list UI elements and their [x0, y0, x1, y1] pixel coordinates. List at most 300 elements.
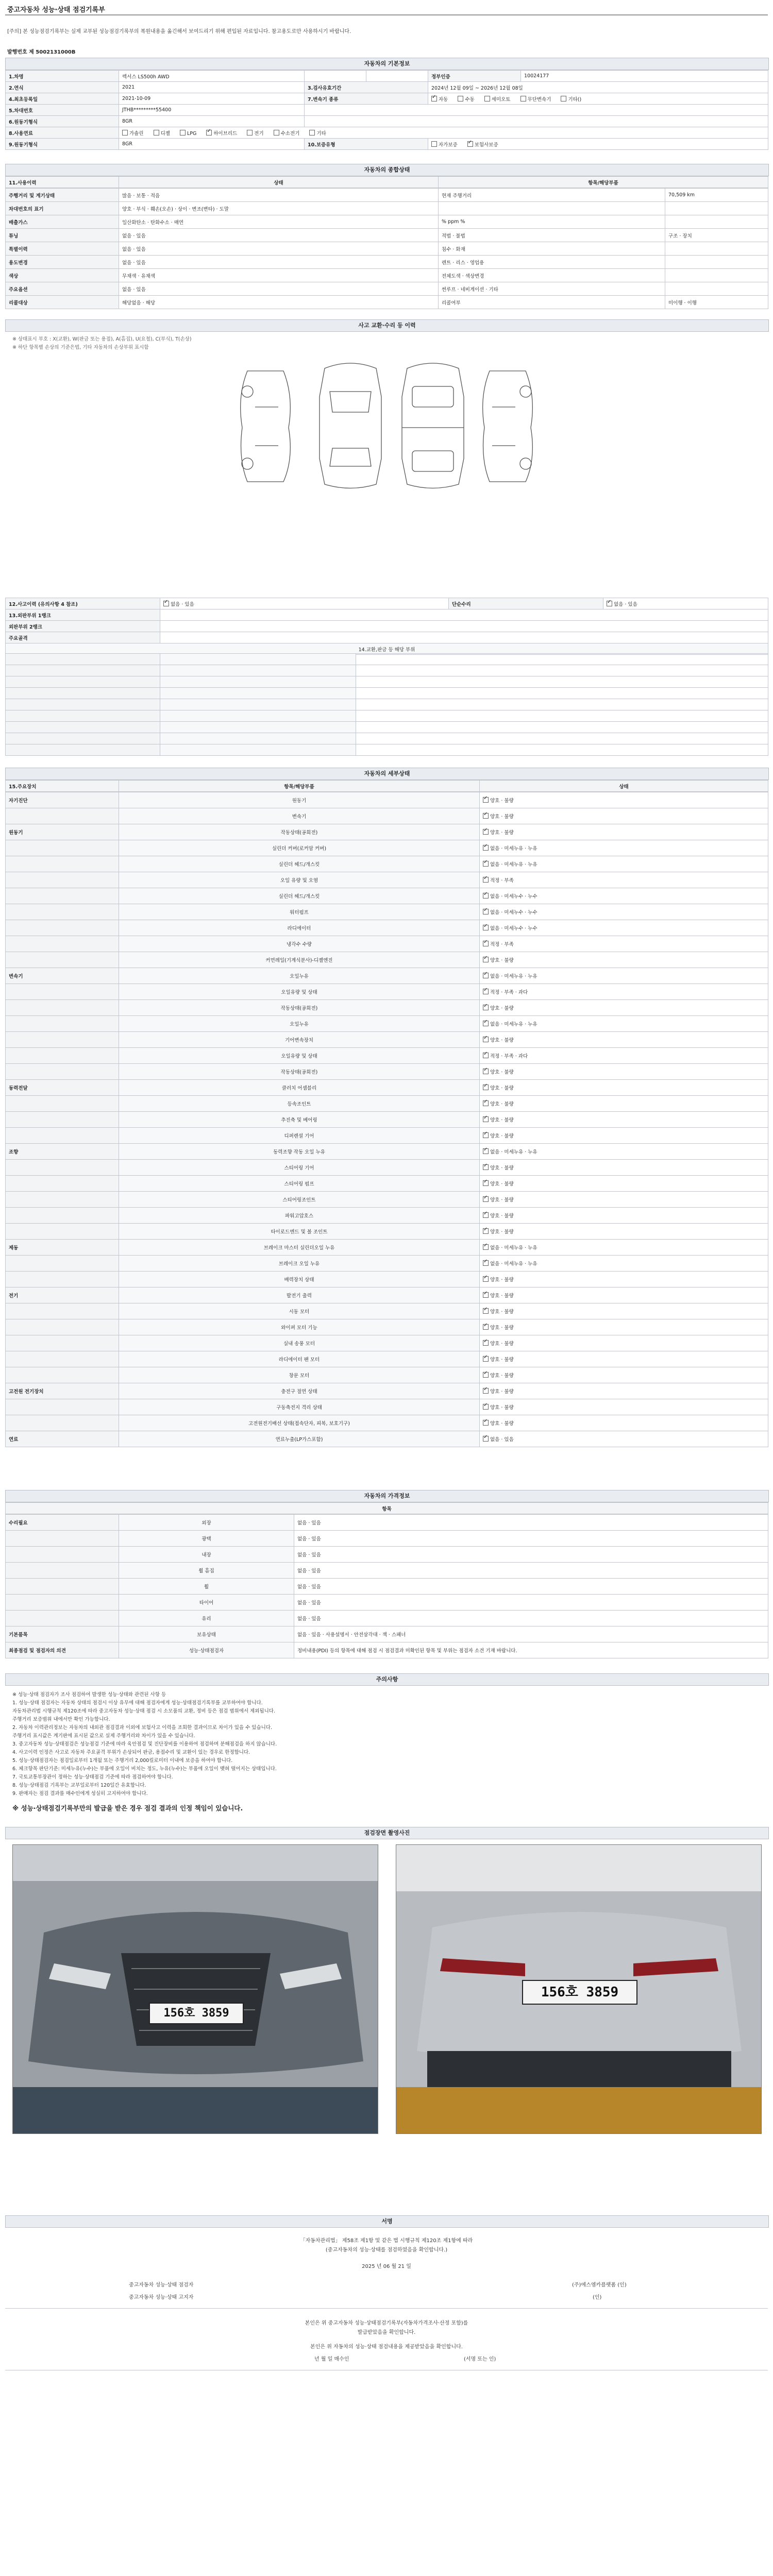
detail-state: ✓ 양호 · 불량	[480, 1000, 768, 1016]
table-row	[6, 256, 768, 269]
accident-history-value: ✓ 없음 · 있음	[160, 598, 449, 609]
table-row	[6, 1016, 768, 1032]
detail-state: ✓ 양호 · 불량	[480, 1335, 768, 1351]
detail-item: 실린더 헤드/개스킷	[119, 888, 480, 904]
detail-state-checkbox[interactable]	[483, 925, 489, 930]
detail-state-checkbox[interactable]	[483, 1308, 489, 1314]
detail-item: 오일 유량 및 오염	[119, 872, 480, 888]
section-sign: 서명	[5, 2215, 769, 2228]
detail-state-checkbox[interactable]	[483, 1324, 489, 1330]
fuel-diesel-checkbox[interactable]	[154, 130, 159, 135]
overall-row-item: % ppm %	[439, 215, 665, 229]
fuel-gasoline-checkbox[interactable]	[122, 130, 128, 135]
part-group-label	[6, 710, 160, 722]
detail-state-checkbox[interactable]	[483, 893, 489, 899]
receipt-1: 본인은 위 중고자동차 성능·상태점검기록부(자동차가격조사·산정 포함)를	[305, 2320, 468, 2326]
frame-value	[160, 632, 768, 643]
detail-item: 스티어링조인트	[119, 1192, 480, 1208]
price-item: 외장	[119, 1515, 294, 1531]
detail-item: 구동축전지 격리 상태	[119, 1399, 480, 1415]
inspection-validity-label: 3.검사유효기간	[305, 82, 428, 93]
overall-col-state: 상태	[119, 177, 439, 188]
note-line: 주행거리 표시값은 계기판에 표시된 값으로 실제 주행거리와 차이가 있을 수 있습니다.	[12, 1733, 195, 1739]
detail-state-checkbox[interactable]	[483, 1436, 489, 1442]
detail-state-checkbox[interactable]	[483, 1148, 489, 1154]
detail-state: ✓ 없음 · 미세누수 · 누수	[480, 888, 768, 904]
simple-repair-value: ✓ 없음 · 있음	[603, 598, 768, 609]
detail-state: ✓ 양호 · 불량	[480, 1303, 768, 1319]
detail-state-checkbox[interactable]	[483, 1116, 489, 1122]
detail-item: 기어변속장치	[119, 1032, 480, 1048]
detail-state: ✓ 없음 · 미세누유 · 누유	[480, 1256, 768, 1272]
detail-device: 제동	[6, 1240, 119, 1256]
cert-number-line	[7, 47, 75, 55]
detail-state: ✓ 양호 · 불량	[480, 1128, 768, 1144]
engine-model-value: 8GR	[119, 139, 305, 150]
warranty-label: 10.보증유형	[305, 139, 428, 150]
part-checkboxes	[356, 710, 768, 722]
detail-state-checkbox[interactable]	[483, 1372, 489, 1378]
inspector-value: (주)에스엠카플랫폼 (인)	[572, 2282, 627, 2288]
table-row	[6, 71, 768, 82]
detail-state: ✓ 없음 · 미세누유 · 누유	[480, 1144, 768, 1160]
table-row	[6, 215, 768, 229]
detail-item: 실린더 커버(로커암 커버)	[119, 840, 480, 856]
detail-item: 타이로드엔드 및 볼 조인트	[119, 1224, 480, 1240]
detail-state-checkbox[interactable]	[483, 1388, 489, 1394]
price-header-table	[5, 1502, 768, 1514]
price-item: 타이어	[119, 1595, 294, 1611]
table-row	[6, 1547, 768, 1563]
detail-item: 실내 송풍 모터	[119, 1335, 480, 1351]
detail-state-checkbox[interactable]	[483, 845, 489, 851]
overall-row-value	[665, 202, 768, 215]
notes-warning: ※ 성능·상태점검기록부만의 발급을 받은 경우 점검 결과의 인정 책임이 있습니다.	[12, 1804, 243, 1812]
overall-row-value: 70,509 km	[665, 189, 768, 202]
part-checkboxes	[356, 665, 768, 676]
detail-state-checkbox[interactable]	[483, 1276, 489, 1282]
damage-legend-2: ※ 하단 항목별 손상의 기준은법, 기타 자동차의 손상부위 표시함	[12, 345, 149, 350]
detail-state: ✓ 양호 · 불량	[480, 1367, 768, 1383]
warranty-self-checkbox[interactable]	[431, 141, 437, 147]
price-group: 기본품목	[6, 1626, 119, 1642]
overall-row-value	[665, 215, 768, 229]
warranty-insurer-checkbox[interactable]	[467, 141, 473, 147]
detail-state-checkbox[interactable]	[483, 861, 489, 867]
table-row	[6, 808, 768, 824]
detail-item: 충전구 절연 상태	[119, 1383, 480, 1399]
detail-device: 원동기	[6, 824, 119, 840]
detail-state: ✓ 적정 · 부족	[480, 872, 768, 888]
detail-state-checkbox[interactable]	[483, 877, 489, 883]
detail-item: 디퍼렌셜 기어	[119, 1128, 480, 1144]
part-rank-label	[160, 688, 356, 699]
detail-item: 연료누출(LP가스포함)	[119, 1431, 480, 1447]
part-rank-label	[160, 722, 356, 733]
part-rank-label	[160, 744, 356, 756]
part-checkboxes	[356, 733, 768, 744]
detail-device	[6, 872, 119, 888]
detail-item: 브레이크 오일 누유	[119, 1256, 480, 1272]
table-row	[6, 229, 768, 242]
fuel-electric-checkbox[interactable]	[247, 130, 253, 135]
table-row	[6, 904, 768, 920]
cert-id-value: 10024177	[521, 71, 768, 82]
detail-state-checkbox[interactable]	[483, 1228, 489, 1234]
detail-device	[6, 1064, 119, 1080]
table-row	[6, 676, 768, 688]
price-state: 없음 · 있음	[294, 1515, 768, 1531]
outer-rank2-value	[160, 621, 768, 632]
detail-state-checkbox[interactable]	[483, 1164, 489, 1170]
overall-row-state: 많음 · 보통 · 적음	[119, 189, 439, 202]
report-title: 중고자동차 성능·상태 점검기록부	[7, 6, 105, 14]
cert-label: 발행번호 제	[7, 49, 34, 55]
part-checkboxes	[356, 676, 768, 688]
detail-device	[6, 1319, 119, 1335]
table-row	[6, 856, 768, 872]
detail-state: ✓ 없음 · 있음	[480, 1431, 768, 1447]
price-state: 없음 · 있음 · 사용설명서 · 안전삼각대 · 잭 · 스패너	[294, 1626, 768, 1642]
detail-device	[6, 1032, 119, 1048]
table-row	[6, 1112, 768, 1128]
price-state: 정비내용(PDI) 등의 항목에 대해 점검 시 점검결과 미확인된 항목 및 부위는 점검자 소견 기재 바랍니다.	[294, 1642, 768, 1658]
part-group-label	[6, 665, 160, 676]
detail-state-checkbox[interactable]	[483, 1180, 489, 1186]
overall-row-state: 없음 · 있음	[119, 242, 439, 256]
detail-state: ✓ 적정 · 부족 · 과다	[480, 1048, 768, 1064]
part-group-label	[6, 676, 160, 688]
title-divider	[5, 14, 768, 15]
price-group	[6, 1579, 119, 1595]
table-row	[6, 1579, 768, 1595]
table-row	[6, 733, 768, 744]
detail-col-device: 15.주요장치	[6, 781, 119, 792]
table-row	[6, 1080, 768, 1096]
transmission-cvt-checkbox[interactable]	[520, 96, 526, 101]
receipt-2: 발급받았음을 확인합니다.	[357, 2330, 416, 2335]
detail-device	[6, 952, 119, 968]
table-row	[6, 1192, 768, 1208]
detail-device	[6, 1048, 119, 1064]
overall-row-value	[665, 269, 768, 282]
detail-device	[6, 1256, 119, 1272]
detail-state-checkbox[interactable]	[483, 1420, 489, 1426]
table-row	[6, 1383, 768, 1399]
damage-legend-1: ※ 상태표시 부호 : X(교환), W(판금 또는 용접), A(흠집), U(요철), C(부식), T(손상)	[12, 336, 192, 342]
detail-state-checkbox[interactable]	[483, 1260, 489, 1266]
table-row	[6, 824, 768, 840]
part-group-label	[6, 654, 160, 665]
overall-row-value	[665, 242, 768, 256]
detail-item: 라디에이터 팬 모터	[119, 1351, 480, 1367]
detail-item: 추진축 및 베어링	[119, 1112, 480, 1128]
price-item: 휠	[119, 1579, 294, 1595]
detail-state: ✓ 양호 · 불량	[480, 1032, 768, 1048]
part-checkboxes	[356, 699, 768, 710]
overall-row-label: 용도변경	[6, 256, 119, 269]
model-year-label: 2.연식	[6, 82, 119, 93]
table-row	[6, 1176, 768, 1192]
detail-item: 작동상태(공회전)	[119, 1000, 480, 1016]
table-row	[6, 1000, 768, 1016]
sign-divider	[5, 2308, 768, 2309]
detail-device	[6, 1112, 119, 1128]
table-row	[6, 1595, 768, 1611]
detail-state: ✓ 없음 · 미세누유 · 누유	[480, 968, 768, 984]
overall-row-item: 침수 · 화재	[439, 242, 665, 256]
table-row	[6, 269, 768, 282]
overall-row-value: 미이행 · 이행	[665, 296, 768, 309]
detail-device: 고전원 전기장치	[6, 1383, 119, 1399]
detail-device: 조향	[6, 1144, 119, 1160]
detail-state-checkbox[interactable]	[483, 1021, 489, 1026]
detail-state-checkbox[interactable]	[483, 1132, 489, 1138]
fuel-hybrid-checkbox[interactable]	[206, 130, 212, 135]
detail-state: ✓ 없음 · 미세누유 · 누유	[480, 1240, 768, 1256]
table-row	[6, 177, 768, 188]
transmission-manual-checkbox[interactable]	[458, 96, 463, 101]
section-overall: 자동차의 종합상태	[5, 164, 769, 176]
detail-item: 고전원전기배선 상태(접속단자, 피복, 보호기구)	[119, 1415, 480, 1431]
part-checkboxes	[356, 654, 768, 665]
table-row	[6, 872, 768, 888]
detail-state: ✓ 적정 · 부족 · 과다	[480, 984, 768, 1000]
detail-device	[6, 1016, 119, 1032]
receipt-3: 본인은 위 자동차의 성능·상태 점검내용을 제공받았음을 확인합니다.	[310, 2344, 463, 2350]
front-license-plate: 156호 3859	[149, 2003, 244, 2024]
transmission-semi-checkbox[interactable]	[484, 96, 490, 101]
part-rank-label	[160, 699, 356, 710]
detail-device	[6, 1303, 119, 1319]
detail-state-checkbox[interactable]	[483, 1404, 489, 1410]
note-line: 2. 자동차 이력관리정보는 자동차의 내외관 점검결과 이외에 보험사고 이력을 조회한 결과이므로 차이가 있을 수 있습니다.	[12, 1725, 273, 1731]
detail-device	[6, 1224, 119, 1240]
table-row	[6, 1319, 768, 1335]
detail-state-checkbox[interactable]	[483, 941, 489, 946]
detail-state-checkbox[interactable]	[483, 989, 489, 994]
table-row	[6, 1064, 768, 1080]
detail-header-table	[5, 780, 768, 792]
section-price: 자동차의 가격정보	[5, 1490, 769, 1502]
table-row	[6, 1415, 768, 1431]
detail-state: ✓ 양호 · 불량	[480, 1096, 768, 1112]
table-row	[6, 1287, 768, 1303]
note-line: 4. 사고이력 인정은 사고로 자동차 주요골격 부위가 손상되어 판금, 용접수리 및 교환이 있는 경우로 한정합니다.	[12, 1750, 250, 1755]
detail-state-checkbox[interactable]	[483, 1292, 489, 1298]
detail-state: ✓ 양호 · 불량	[480, 1351, 768, 1367]
part-rank-label	[160, 733, 356, 744]
detail-state-checkbox[interactable]	[483, 797, 489, 803]
transmission-other-checkbox[interactable]	[561, 96, 566, 101]
detail-device: 동력전달	[6, 1080, 119, 1096]
overall-row-item: 리콜여부	[439, 296, 665, 309]
table-row	[6, 242, 768, 256]
table-row	[6, 840, 768, 856]
detail-item: 라디에이터	[119, 920, 480, 936]
detail-item: 변속기	[119, 808, 480, 824]
detail-state-checkbox[interactable]	[483, 829, 489, 835]
accident-none-checkbox[interactable]	[163, 601, 169, 606]
table-row	[6, 888, 768, 904]
table-row	[6, 722, 768, 733]
fuel-lpg-checkbox[interactable]	[180, 130, 186, 135]
overall-status-table	[5, 176, 768, 188]
rear-photo	[396, 1844, 762, 2134]
detail-state: ✓ 양호 · 불량	[480, 1192, 768, 1208]
overall-row-value	[665, 256, 768, 269]
section-basic: 자동차의 기본정보	[5, 58, 769, 70]
part-rank-label	[160, 665, 356, 676]
table-row	[6, 1160, 768, 1176]
note-line: 7. 국토교통부장관이 정하는 성능·상태점검 기준에 따라 점검하여야 합니다.	[12, 1774, 173, 1780]
table-row	[6, 632, 768, 643]
detail-state-checkbox[interactable]	[483, 1196, 489, 1202]
price-item: 휠 흠집	[119, 1563, 294, 1579]
transmission-auto-checkbox[interactable]	[431, 96, 437, 101]
detail-state: ✓ 양호 · 불량	[480, 1080, 768, 1096]
detail-state-checkbox[interactable]	[483, 957, 489, 962]
detail-state-checkbox[interactable]	[483, 1212, 489, 1218]
cert-type-label: 정부인증	[428, 71, 521, 82]
detail-state: ✓ 양호 · 불량	[480, 1064, 768, 1080]
overall-row-label: 리콜대상	[6, 296, 119, 309]
accident-history-label: 12.사고이력 (유의사항 4 참조)	[6, 598, 160, 609]
price-item: 광택	[119, 1531, 294, 1547]
detail-state: ✓ 양호 · 불량	[480, 824, 768, 840]
detail-state-checkbox[interactable]	[483, 1069, 489, 1074]
overall-row-label: 배출가스	[6, 215, 119, 229]
fuel-hydrogen-checkbox[interactable]	[274, 130, 279, 135]
table-row	[6, 1224, 768, 1240]
table-row	[6, 1503, 768, 1514]
rear-license-plate: 156호 3859	[522, 1980, 637, 2005]
table-row	[6, 93, 768, 105]
table-row	[6, 139, 768, 150]
table-row	[6, 1367, 768, 1383]
detail-state-checkbox[interactable]	[483, 813, 489, 819]
detail-device	[6, 1208, 119, 1224]
price-group: 수리필요	[6, 1515, 119, 1531]
note-line: 주행거리 보증범위 내에서만 확인 가능합니다.	[12, 1717, 110, 1722]
detail-item: 등속조인트	[119, 1096, 480, 1112]
detail-device	[6, 1160, 119, 1176]
detail-state-checkbox[interactable]	[483, 1340, 489, 1346]
table-row	[6, 1563, 768, 1579]
note-line: 6. 체크항목 판단기준: 미세누유(누수)는 부품에 오일이 비치는 정도, 누유(누수)는 부품에 오일이 맺혀 떨어지는 상태입니다.	[12, 1766, 277, 1772]
note-line: 9. 판매자는 점검 결과를 매수인에게 성실히 고지하여야 합니다.	[12, 1791, 148, 1797]
notifier-label: 중고자동차 성능·상태 고지자	[129, 2295, 194, 2300]
overall-row-label: 색상	[6, 269, 119, 282]
table-row	[6, 282, 768, 296]
overall-row-item: 현재 주행거리	[439, 189, 665, 202]
table-row	[6, 920, 768, 936]
table-row	[6, 792, 768, 808]
detail-state-checkbox[interactable]	[483, 1244, 489, 1250]
overall-row-label: 특별이력	[6, 242, 119, 256]
detail-state: ✓ 양호 · 불량	[480, 792, 768, 808]
detail-state-checkbox[interactable]	[483, 1053, 489, 1058]
table-row	[6, 1032, 768, 1048]
detail-item: 오일유량 및 상태	[119, 984, 480, 1000]
detail-item: 파워고압호스	[119, 1208, 480, 1224]
detail-item: 창문 모터	[119, 1367, 480, 1383]
notice-text: [주의] 본 성능점검기록부는 실제 교부된 성능점검기록부의 복원내용을 옮긴해서 보여드리기 위해 편입된 자료입니다. 참고용도로만 사용하시기 바랍니다.	[7, 29, 351, 35]
overall-row-item	[439, 202, 665, 215]
note-line: 1. 성능·상태 점검자는 자동차 상태의 점검시 이상 유무에 대해 점검자에게 성능·상태점검기록부를 교부하여야 합니다.	[12, 1700, 263, 1706]
detail-state: ✓ 없음 · 미세누수 · 누수	[480, 904, 768, 920]
overall-col-usage: 11.사용이력	[6, 177, 119, 188]
sign-statement-1: 「자동차관리법」 제58조 제1항 및 같은 법 시행규칙 제120조 제1항에 따라	[300, 2238, 473, 2244]
detail-item: 오일누유	[119, 1016, 480, 1032]
table-row	[6, 952, 768, 968]
overall-row-state: 없음 · 있음	[119, 229, 439, 242]
price-state: 없음 · 있음	[294, 1531, 768, 1547]
detail-item: 원동기	[119, 792, 480, 808]
detail-col-item: 항목/해당부품	[119, 781, 480, 792]
cert-number: 5002131000B	[36, 49, 76, 55]
overall-row-item: 썬루프 · 네비게이션 · 기타	[439, 282, 665, 296]
detail-device	[6, 936, 119, 952]
detail-state-checkbox[interactable]	[483, 1356, 489, 1362]
warranty-options: 자가보증 ✓ 보험사보증	[428, 139, 768, 150]
first-reg-value: 2021-10-09	[119, 93, 305, 105]
overall-row-label: 차대번호의 표기	[6, 202, 119, 215]
vehicle-name-value: 렉서스 LS500h AWD	[119, 71, 305, 82]
detail-state-checkbox[interactable]	[483, 1084, 489, 1090]
detail-item: 작동상태(공회전)	[119, 1064, 480, 1080]
inspection-validity-value: 2024년 12월 09일 ~ 2026년 12월 08일	[428, 82, 768, 93]
detail-state-checkbox[interactable]	[483, 1100, 489, 1106]
detail-device	[6, 1351, 119, 1367]
table-row	[6, 1240, 768, 1256]
note-line: 3. 중고자동차 성능·상태점검은 성능점검 기준에 따라 육안점검 및 진단장비를 이용하여 점검하며 분해점검을 하지 않습니다.	[12, 1741, 277, 1747]
detail-item: 브레이크 마스터 실린더오일 누유	[119, 1240, 480, 1256]
detail-item: 실린더 헤드/개스킷	[119, 856, 480, 872]
table-row	[6, 116, 768, 127]
detail-item: 발전기 출력	[119, 1287, 480, 1303]
detail-device	[6, 1192, 119, 1208]
overall-row-state: 해당없음 · 해당	[119, 296, 439, 309]
table-row	[6, 189, 768, 202]
detail-state-checkbox[interactable]	[483, 973, 489, 978]
table-row	[6, 699, 768, 710]
price-group	[6, 1547, 119, 1563]
fuel-other-checkbox[interactable]	[309, 130, 315, 135]
price-item: 내장	[119, 1547, 294, 1563]
receipt-5: (서명 또는 인)	[464, 2357, 496, 2362]
detail-item: 커먼레일(기계식분사)-디젤엔진	[119, 952, 480, 968]
outer-rank2-label: 외판부위 2랭크	[6, 621, 160, 632]
detail-item: 오일유량 및 상태	[119, 1048, 480, 1064]
detail-state-checkbox[interactable]	[483, 909, 489, 914]
fuel-options: 가솔린 디젤 LPG ✓ 하이브리드 전기 수소전기 기타	[119, 127, 768, 139]
overall-row-value: 구조 · 장치	[665, 229, 768, 242]
detail-device	[6, 904, 119, 920]
price-state: 없음 · 있음	[294, 1611, 768, 1626]
simple-repair-none-checkbox[interactable]	[607, 601, 612, 606]
detail-state: ✓ 양호 · 불량	[480, 952, 768, 968]
vin-label: 5.차대번호	[6, 105, 119, 116]
detail-state: ✓ 양호 · 불량	[480, 1112, 768, 1128]
detail-device	[6, 1096, 119, 1112]
detail-state-checkbox[interactable]	[483, 1005, 489, 1010]
detail-item: 동력조향 작동 오일 누유	[119, 1144, 480, 1160]
car-diagram	[227, 355, 546, 495]
detail-state-checkbox[interactable]	[483, 1037, 489, 1042]
front-photo	[12, 1844, 378, 2134]
price-group	[6, 1531, 119, 1547]
